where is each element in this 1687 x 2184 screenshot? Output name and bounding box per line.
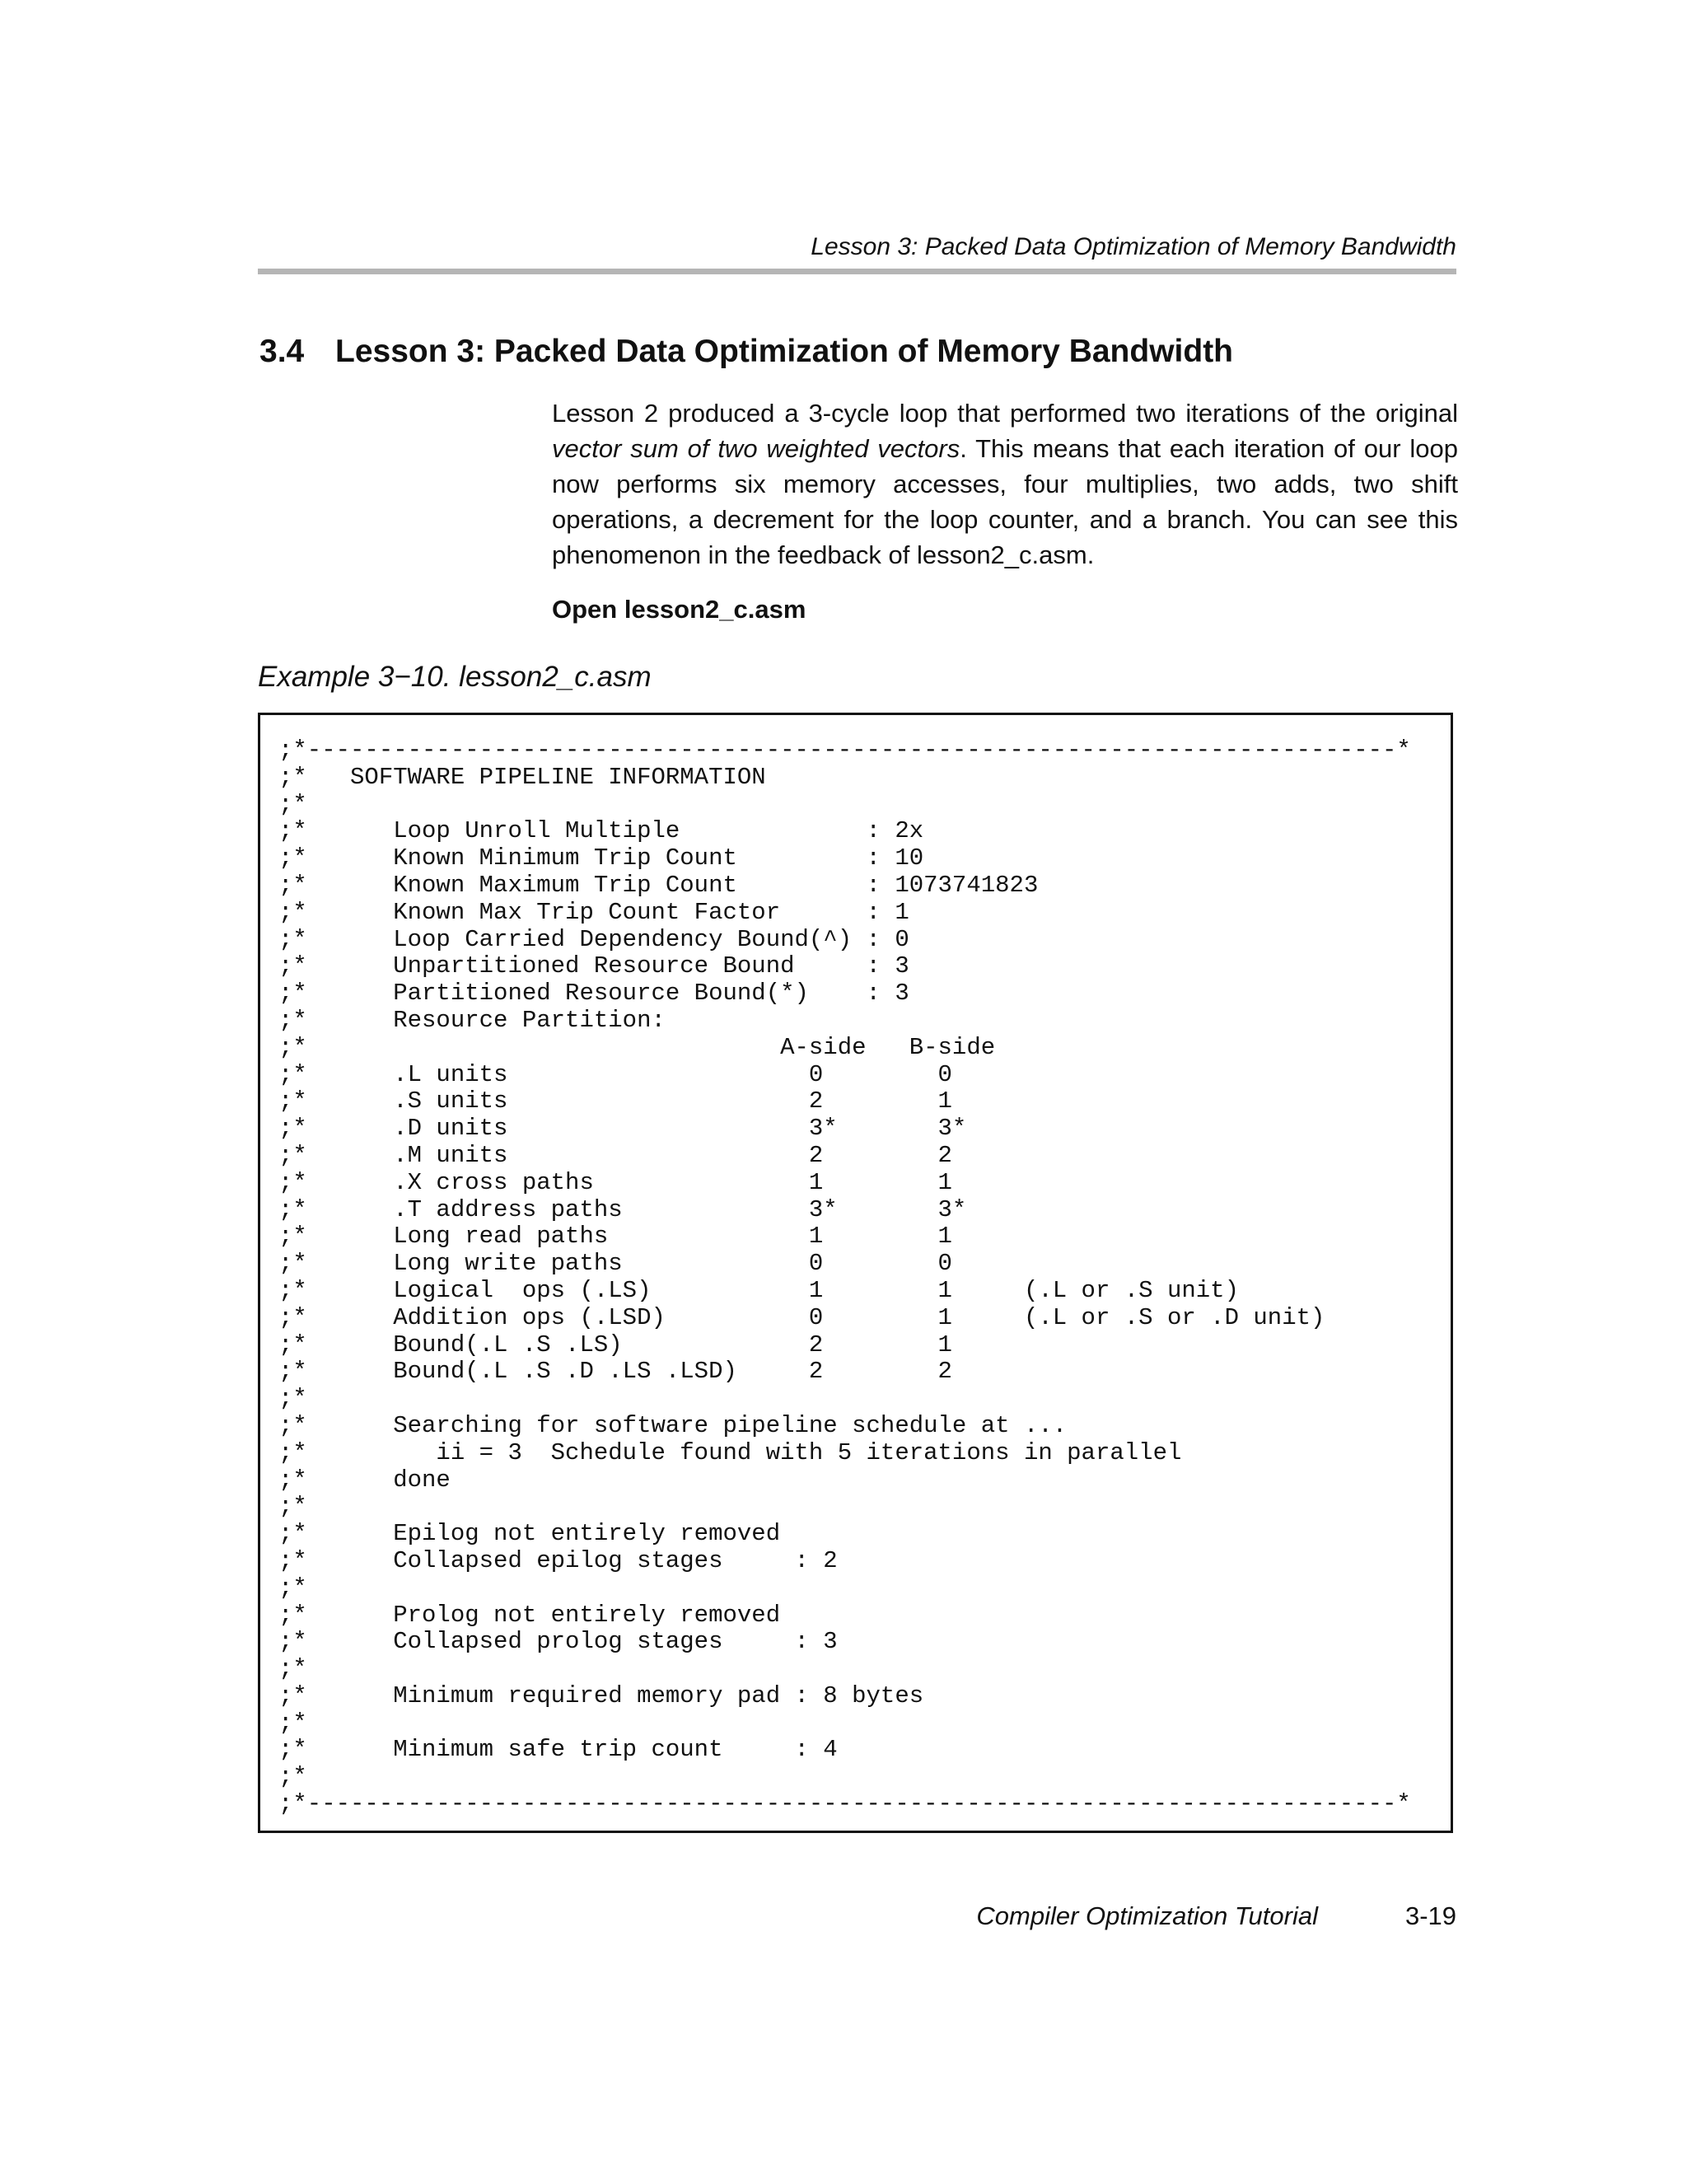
- code-line: ;* Collapsed epilog stages : 2: [278, 1546, 838, 1574]
- code-line: ;*----------------------------------------------------------------------------*: [278, 737, 1411, 764]
- code-line: ;*: [278, 1655, 307, 1683]
- code-line: ;* Epilog not entirely removed: [278, 1520, 781, 1548]
- paragraph-text-start: Lesson 2 produced a 3-cycle loop that performed two iterations of the original: [552, 399, 1458, 428]
- section-title: Lesson 3: Packed Data Optimization of Memory Bandwidth: [335, 334, 1234, 369]
- code-line: ;*: [278, 1385, 307, 1413]
- code-line: ;* Long read paths 1 1: [278, 1223, 952, 1251]
- code-line: ;* Bound(.L .S .D .LS .LSD) 2 2: [278, 1358, 952, 1386]
- code-line: ;* .D units 3* 3*: [278, 1115, 967, 1143]
- code-line: ;*: [278, 1763, 307, 1791]
- code-line: ;* Searching for software pipeline schedule at ...: [278, 1411, 1068, 1439]
- running-header: Lesson 3: Packed Data Optimization of Memory Bandwidth: [811, 233, 1456, 260]
- code-line: ;* Loop Carried Dependency Bound(^) : 0: [278, 925, 909, 953]
- code-line: ;* Minimum required memory pad : 8 bytes: [278, 1681, 924, 1709]
- code-line: ;* Long write paths 0 0: [278, 1250, 952, 1278]
- code-line: ;* ii = 3 Schedule found with 5 iterations in parallel: [278, 1438, 1182, 1466]
- code-line: ;* A-side B-side: [278, 1033, 996, 1061]
- code-line: ;* Known Minimum Trip Count : 10: [278, 844, 924, 872]
- code-line: ;* Unpartitioned Resource Bound : 3: [278, 952, 909, 980]
- code-line: ;*: [278, 1709, 307, 1737]
- code-line: ;* .T address paths 3* 3*: [278, 1195, 967, 1223]
- code-line: ;* done: [278, 1466, 451, 1494]
- code-line: ;* Loop Unroll Multiple : 2x: [278, 817, 924, 845]
- code-line: ;* Known Max Trip Count Factor : 1: [278, 898, 909, 926]
- code-line: ;* Partitioned Resource Bound(*) : 3: [278, 980, 909, 1008]
- code-line: ;* Bound(.L .S .LS) 2 1: [278, 1331, 952, 1359]
- paragraph-text-end: . This means that each iteration of our loop now performs six memory accesses, four multiplies, two adds, two shift operations, a decrement for the loop counter, and a branch. You can see this phenomenon in the feedback of lesson2_c.asm.: [552, 434, 1458, 569]
- instruction-open-file: Open lesson2_c.asm: [552, 595, 806, 624]
- code-line: ;* Prolog not entirely removed: [278, 1601, 781, 1629]
- section-heading: [259, 332, 1233, 372]
- example-caption: Example 3−10. lesson2_c.asm: [258, 661, 652, 693]
- code-line: ;* SOFTWARE PIPELINE INFORMATION: [278, 763, 766, 791]
- code-line: ;* Known Maximum Trip Count : 1073741823: [278, 871, 1039, 899]
- code-listing-box: [258, 713, 1453, 1833]
- section-number: 3.4: [259, 334, 305, 369]
- header-rule: [258, 269, 1456, 274]
- code-line: ;*: [278, 790, 307, 818]
- paragraph-emphasis: vector sum of two weighted vectors: [552, 434, 960, 463]
- body-paragraph: [552, 395, 1458, 573]
- code-line: ;* Addition ops (.LSD) 0 1 (.L or .S or .D unit): [278, 1303, 1325, 1331]
- code-line: ;* .L units 0 0: [278, 1060, 952, 1088]
- code-line: ;* Logical ops (.LS) 1 1 (.L or .S unit): [278, 1276, 1239, 1304]
- code-line: ;* Collapsed prolog stages : 3: [278, 1628, 838, 1656]
- code-line: ;* .M units 2 2: [278, 1141, 952, 1169]
- page-number: 3-19: [1404, 1901, 1456, 1930]
- code-line: ;*: [278, 1493, 307, 1521]
- code-line: ;* Minimum safe trip count : 4: [278, 1736, 838, 1764]
- code-line: ;*----------------------------------------------------------------------------*: [278, 1790, 1411, 1818]
- code-line: ;* .S units 2 1: [278, 1087, 952, 1115]
- code-line: ;* .X cross paths 1 1: [278, 1168, 952, 1196]
- code-listing: [278, 737, 1411, 1818]
- code-line: ;*: [278, 1574, 307, 1602]
- code-line: ;* Resource Partition:: [278, 1006, 666, 1034]
- footer-title: Compiler Optimization Tutorial: [976, 1901, 1318, 1930]
